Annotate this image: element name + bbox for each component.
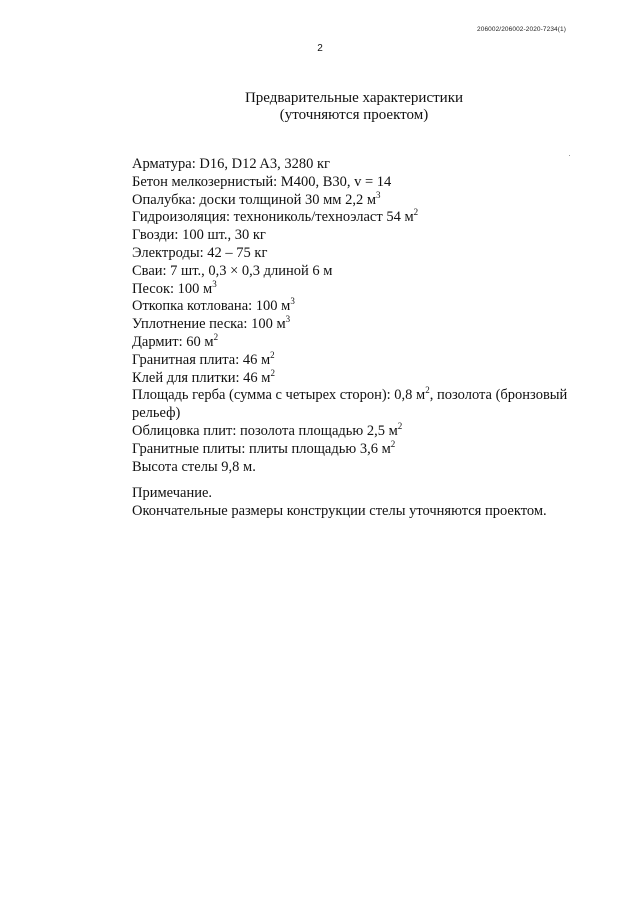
spec-item-electrodes: Электроды: 42 – 75 кг [132,244,268,261]
note-heading: Примечание. [132,485,213,501]
spec-item-darmit: Дармит: 60 $м^2$ [132,331,219,350]
spec-item-piles: Сваи: 7 шт., 0,3 × 0,3 длиной 6 м [132,262,333,279]
spec-item-tile-adhesive: Клей для плитки: 46 $м^2$ [132,367,275,386]
spec-item-nails: Гвозди: 100 шт., 30 кг [132,227,266,244]
title-line-2: (уточняются проектом) [279,107,429,123]
specifications-list [132,156,602,476]
spec-item-rebar: Арматура: D16, D12 A3, 3280 кг [132,156,330,172]
page-title [0,90,640,124]
spec-item-slab-cladding: Облицовка плит: позолота площадью 2,5 $м^2$ [132,420,403,439]
document-id: 206002/206002-2020-7234(1) [477,26,566,33]
spec-item-waterproofing: Гидроизоляция: технониколь/техноэласт 54 $м^2$ [132,207,419,226]
note-body: Окончательные размеры конструкции стелы уточняются проектом. [132,503,547,519]
spec-item-concrete: Бетон мелкозернистый: M400, B30, v = 14 [132,173,392,190]
title-line-1: Предварительные характеристики [244,90,464,106]
spec-item-excavation: Откопка котлована: 100 $м^3$ [132,296,295,315]
spec-item-granite-slab: Гранитная плита: 46 $м^2$ [132,349,275,368]
spec-item-formwork: Опалубка: доски толщиной 30 мм 2,2 $м^3$ [132,189,381,208]
note-section [132,484,602,520]
spec-item-granite-plates: Гранитные плиты: плиты площадью 3,6 $м^2$ [132,438,396,457]
spec-item-stele-height: Высота стелы 9,8 м. [132,458,256,475]
page-number: 2 [317,43,323,54]
spec-item-sand: Песок: 100 $м^3$ [132,278,217,297]
spec-item-coat-of-arms: Площадь герба (сумма с четырех сторон): 0,8 $м^2$, позолота (бронзовый рельеф) [132,385,568,422]
spec-item-sand-compaction: Уплотнение песка: 100 $м^3$ [132,314,291,333]
